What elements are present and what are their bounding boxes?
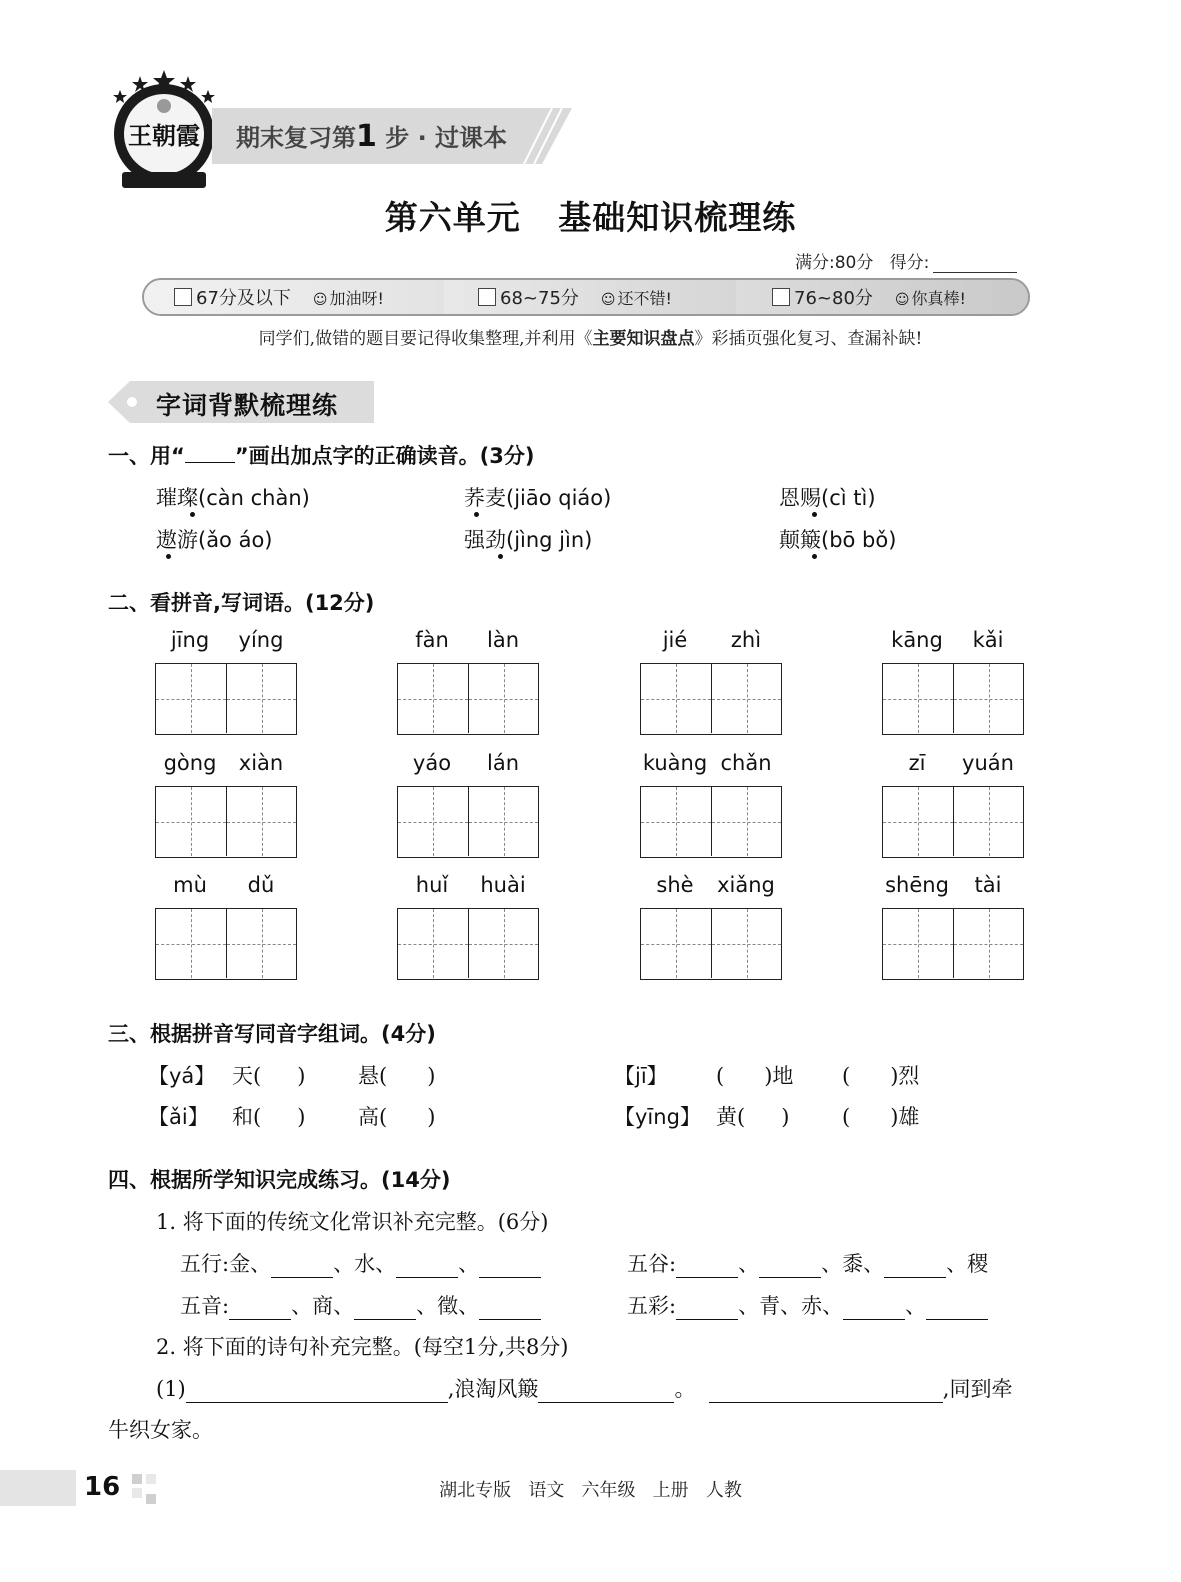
wuyin-item: 徵 xyxy=(437,1294,459,1318)
emphasis-dot xyxy=(498,554,503,559)
wucai-item: 青 xyxy=(759,1294,781,1318)
poem-text-a: ,浪淘风簸 xyxy=(447,1377,539,1401)
full-score: 满分:80分 xyxy=(795,253,874,273)
writing-grid xyxy=(882,786,1024,858)
poem-number: (1) xyxy=(156,1377,186,1401)
writing-grid xyxy=(640,663,782,735)
pinyin-label: kǎi xyxy=(972,628,1004,652)
poem-text-b: 。 xyxy=(674,1377,696,1401)
pinyin-label: yíng xyxy=(238,628,284,652)
reminder-after: 》彩插页强化复习、查漏补缺! xyxy=(694,329,923,349)
emphasis-dot xyxy=(474,512,479,517)
face-icon: ☺ xyxy=(894,291,910,308)
banner-title xyxy=(236,118,507,154)
reminder-bold: 主要知识盘点 xyxy=(592,329,695,349)
banner-prefix: 期末复习第 xyxy=(236,124,356,152)
writing-cell[interactable] xyxy=(398,787,468,856)
q3-word-b[interactable] xyxy=(842,1060,919,1090)
fill-blank[interactable] xyxy=(926,1298,988,1320)
q1-title xyxy=(108,440,534,470)
q1-item xyxy=(464,482,611,512)
checkbox[interactable] xyxy=(478,288,496,306)
q3-row xyxy=(148,1101,436,1131)
pinyin-label: dǔ xyxy=(247,873,275,897)
writing-cell[interactable] xyxy=(156,909,226,978)
q3-word-a[interactable] xyxy=(232,1060,305,1090)
writing-cell[interactable] xyxy=(398,664,468,733)
q3-row xyxy=(614,1060,920,1090)
wucai-label: 五彩: xyxy=(627,1294,677,1318)
wugu-item: 稷 xyxy=(967,1252,989,1276)
writing-cell[interactable] xyxy=(883,787,953,856)
pinyin-label: huài xyxy=(480,873,526,897)
writing-grid xyxy=(397,663,539,735)
q1-title-b: ”画出加点字的正确读音。(3分) xyxy=(234,444,535,468)
score-label: 得分: xyxy=(889,253,930,273)
fill-blank[interactable] xyxy=(271,1256,333,1278)
writing-cell[interactable] xyxy=(953,909,1023,978)
q4-sub2: 2. 将下面的诗句补充完整。(每空1分,共8分) xyxy=(156,1335,569,1359)
underline-mark xyxy=(185,443,235,463)
q3-word-b[interactable] xyxy=(358,1101,435,1131)
q1-word: 恩赐 xyxy=(779,486,821,510)
wuyin-line: 五音: 、商、 、徵、 xyxy=(180,1290,541,1320)
footer-edition: 湖北专版 语文 六年级 上册 人教 xyxy=(439,1480,742,1501)
q3-a-open: 和( xyxy=(232,1105,262,1129)
pinyin-label: làn xyxy=(486,628,519,652)
pinyin-label: shēng xyxy=(885,873,949,897)
fill-blank[interactable] xyxy=(479,1298,541,1320)
section-title: 字词背默梳理练 xyxy=(156,391,339,420)
q3-a-close: ) xyxy=(297,1064,306,1088)
q1-item xyxy=(464,524,592,554)
grade-comment-text: 你真棒! xyxy=(911,288,966,308)
q4-title: 四、根据所学知识完成练习。(14分) xyxy=(108,1168,451,1192)
pinyin-label: zhì xyxy=(730,628,762,652)
fill-blank[interactable] xyxy=(759,1256,821,1278)
pinyin-label: zī xyxy=(908,751,926,775)
writing-grid xyxy=(882,908,1024,980)
q2-title: 二、看拼音,写词语。(12分) xyxy=(108,591,375,615)
writing-grid xyxy=(155,663,297,735)
writing-grid xyxy=(397,908,539,980)
wucai-line: 五彩: 、青、赤、 、 xyxy=(627,1290,988,1320)
q3-b-open: 悬( xyxy=(358,1064,388,1088)
poem-line-continued: 牛织女家。 xyxy=(108,1418,213,1442)
q3-b-open: ( xyxy=(842,1105,851,1129)
wugu-item: 黍 xyxy=(842,1252,864,1276)
writing-grid xyxy=(155,908,297,980)
q1-word: 遨游 xyxy=(156,528,198,552)
q1-item xyxy=(779,482,876,512)
q1-item xyxy=(156,524,273,554)
fill-blank[interactable] xyxy=(396,1256,458,1278)
q3-pinyin: 【jī】 xyxy=(614,1064,668,1088)
pinyin-label: yáo xyxy=(412,751,452,775)
q1-word: 璀璨 xyxy=(156,486,198,510)
q3-a-close: ) xyxy=(781,1105,790,1129)
q3-b-close: )雄 xyxy=(890,1105,920,1129)
score-blank[interactable] xyxy=(933,255,1017,273)
reminder-text xyxy=(0,324,1181,349)
q1-item xyxy=(156,482,310,512)
q4-sub1: 1. 将下面的传统文化常识补充完整。(6分) xyxy=(156,1210,549,1234)
checkbox[interactable] xyxy=(772,288,790,306)
emphasis-dot xyxy=(190,512,195,517)
writing-cell[interactable] xyxy=(711,787,781,856)
q3-word-a[interactable] xyxy=(716,1060,793,1090)
q3-b-open: 高( xyxy=(358,1105,388,1129)
wugu-label: 五谷: xyxy=(627,1252,677,1276)
q1-pinyin[interactable]: (cì tì) xyxy=(821,486,876,510)
brand-logo xyxy=(108,68,220,194)
grade-bar xyxy=(142,278,1030,316)
pinyin-label: lán xyxy=(486,751,519,775)
q3-b-close: ) xyxy=(427,1064,436,1088)
pinyin-label: tài xyxy=(974,873,1002,897)
banner-step: 1 xyxy=(356,119,377,154)
writing-cell[interactable] xyxy=(398,909,468,978)
wuyin-item: 商 xyxy=(312,1294,334,1318)
grade-range: 67分及以下 xyxy=(196,288,291,309)
q3-word-a[interactable] xyxy=(716,1101,789,1131)
pinyin-label: yuán xyxy=(962,751,1014,775)
wuxing-line: 五行:金、 、水、 、 xyxy=(180,1248,541,1278)
q1-word: 荞麦 xyxy=(464,486,506,510)
q1-pinyin[interactable]: (ǎo áo) xyxy=(198,528,273,552)
q3-b-close: ) xyxy=(427,1105,436,1129)
writing-grid xyxy=(397,786,539,858)
fill-blank[interactable] xyxy=(884,1256,946,1278)
q3-a-close: ) xyxy=(297,1105,306,1129)
wuxing-item: 金 xyxy=(229,1252,251,1276)
q3-a-open: 黄( xyxy=(716,1105,746,1129)
grade-segment xyxy=(736,280,1030,314)
reminder-before: 同学们,做错的题目要记得收集整理,并利用《 xyxy=(258,329,593,349)
grade-comment xyxy=(313,286,384,309)
q3-b-close: )烈 xyxy=(890,1064,920,1088)
grade-comment xyxy=(601,286,672,309)
unit-title: 第六单元 基础知识梳理练 xyxy=(384,198,797,237)
page-number: 16 xyxy=(84,1472,121,1502)
q1-pinyin[interactable]: (càn chàn) xyxy=(198,486,310,510)
pinyin-label: kāng xyxy=(891,628,943,652)
q1-word: 颠簸 xyxy=(779,528,821,552)
q3-title: 三、根据拼音写同音字组词。(4分) xyxy=(108,1022,436,1046)
writing-cell[interactable] xyxy=(226,664,296,733)
q3-pinyin: 【yīng】 xyxy=(614,1105,701,1129)
pinyin-label: jīng xyxy=(170,628,210,652)
q1-word: 强劲 xyxy=(464,528,506,552)
pinyin-label: jié xyxy=(662,628,688,652)
writing-cell[interactable] xyxy=(641,664,711,733)
grade-comment xyxy=(895,286,966,309)
writing-cell[interactable] xyxy=(953,664,1023,733)
emphasis-dot xyxy=(812,554,817,559)
grade-comment-text: 加油呀! xyxy=(329,288,384,308)
writing-cell[interactable] xyxy=(883,909,953,978)
q3-a-close: )地 xyxy=(764,1064,794,1088)
grade-range: 68~75分 xyxy=(500,288,579,309)
q3-pinyin: 【yá】 xyxy=(148,1064,216,1088)
fill-blank[interactable] xyxy=(479,1256,541,1278)
wuyin-label: 五音: xyxy=(180,1294,230,1318)
grade-segment xyxy=(444,280,736,314)
q1-item xyxy=(779,524,896,554)
writing-cell[interactable] xyxy=(226,909,296,978)
writing-cell[interactable] xyxy=(156,787,226,856)
banner-suffix: 步 · 过课本 xyxy=(385,124,508,152)
q3-b-open: ( xyxy=(842,1064,851,1088)
fill-blank[interactable] xyxy=(843,1298,905,1320)
fill-blank[interactable] xyxy=(676,1298,738,1320)
q1-pinyin[interactable]: (jìng jìn) xyxy=(506,528,593,552)
brand-logo-text: 王朝霞 xyxy=(128,121,200,150)
q3-a-open: ( xyxy=(716,1064,725,1088)
writing-cell[interactable] xyxy=(468,787,538,856)
writing-cell[interactable] xyxy=(156,664,226,733)
q3-word-a[interactable] xyxy=(232,1101,305,1131)
pinyin-label: fàn xyxy=(415,628,449,652)
q1-pinyin[interactable]: (bō bǒ) xyxy=(821,528,897,552)
grade-range: 76~80分 xyxy=(794,288,873,309)
wucai-item: 赤 xyxy=(801,1294,823,1318)
writing-cell[interactable] xyxy=(226,787,296,856)
pinyin-label: chǎn xyxy=(720,751,772,775)
checkbox[interactable] xyxy=(174,288,192,306)
writing-grid xyxy=(640,908,782,980)
fill-blank[interactable] xyxy=(354,1298,416,1320)
fill-blank[interactable] xyxy=(709,1381,943,1403)
writing-cell[interactable] xyxy=(953,787,1023,856)
pinyin-label: xiàn xyxy=(238,751,284,775)
pinyin-label: huǐ xyxy=(415,873,449,897)
writing-cell[interactable] xyxy=(641,909,711,978)
writing-cell[interactable] xyxy=(711,664,781,733)
writing-grid xyxy=(882,663,1024,735)
wuxing-label: 五行: xyxy=(180,1252,230,1276)
writing-cell[interactable] xyxy=(883,664,953,733)
emphasis-dot xyxy=(812,512,817,517)
emphasis-dot xyxy=(166,554,171,559)
pinyin-label: kuàng xyxy=(642,751,708,775)
pinyin-label: mù xyxy=(173,873,207,897)
poem-line xyxy=(156,1373,1012,1403)
q1-title-a: 一、用“ xyxy=(108,444,185,468)
writing-cell[interactable] xyxy=(641,787,711,856)
poem-text-c: ,同到牵 xyxy=(942,1377,1013,1401)
fill-blank[interactable] xyxy=(229,1298,291,1320)
q3-pinyin: 【ǎi】 xyxy=(148,1105,209,1129)
fill-blank[interactable] xyxy=(538,1381,674,1403)
q3-word-b[interactable] xyxy=(358,1060,435,1090)
wugu-line: 五谷: 、 、黍、 、稷 xyxy=(627,1252,989,1276)
q3-row xyxy=(148,1060,436,1090)
pinyin-label: xiǎng xyxy=(717,873,775,897)
writing-cell[interactable] xyxy=(468,664,538,733)
score-line xyxy=(795,248,1017,273)
wuxing-item: 水 xyxy=(354,1252,376,1276)
q3-word-b[interactable] xyxy=(842,1101,919,1131)
writing-cell[interactable] xyxy=(711,909,781,978)
face-icon: ☺ xyxy=(600,291,616,308)
face-icon: ☺ xyxy=(312,291,328,308)
pinyin-label: shè xyxy=(656,873,694,897)
q3-row xyxy=(614,1101,920,1131)
q3-a-open: 天( xyxy=(232,1064,262,1088)
writing-cell[interactable] xyxy=(468,909,538,978)
q1-pinyin[interactable]: (jiāo qiáo) xyxy=(506,486,612,510)
fill-blank[interactable] xyxy=(676,1256,738,1278)
writing-grid xyxy=(640,786,782,858)
grade-comment-text: 还不错! xyxy=(617,288,672,308)
pinyin-label: gòng xyxy=(163,751,217,775)
fill-blank[interactable] xyxy=(186,1381,448,1403)
writing-grid xyxy=(155,786,297,858)
grade-segment xyxy=(144,280,444,314)
